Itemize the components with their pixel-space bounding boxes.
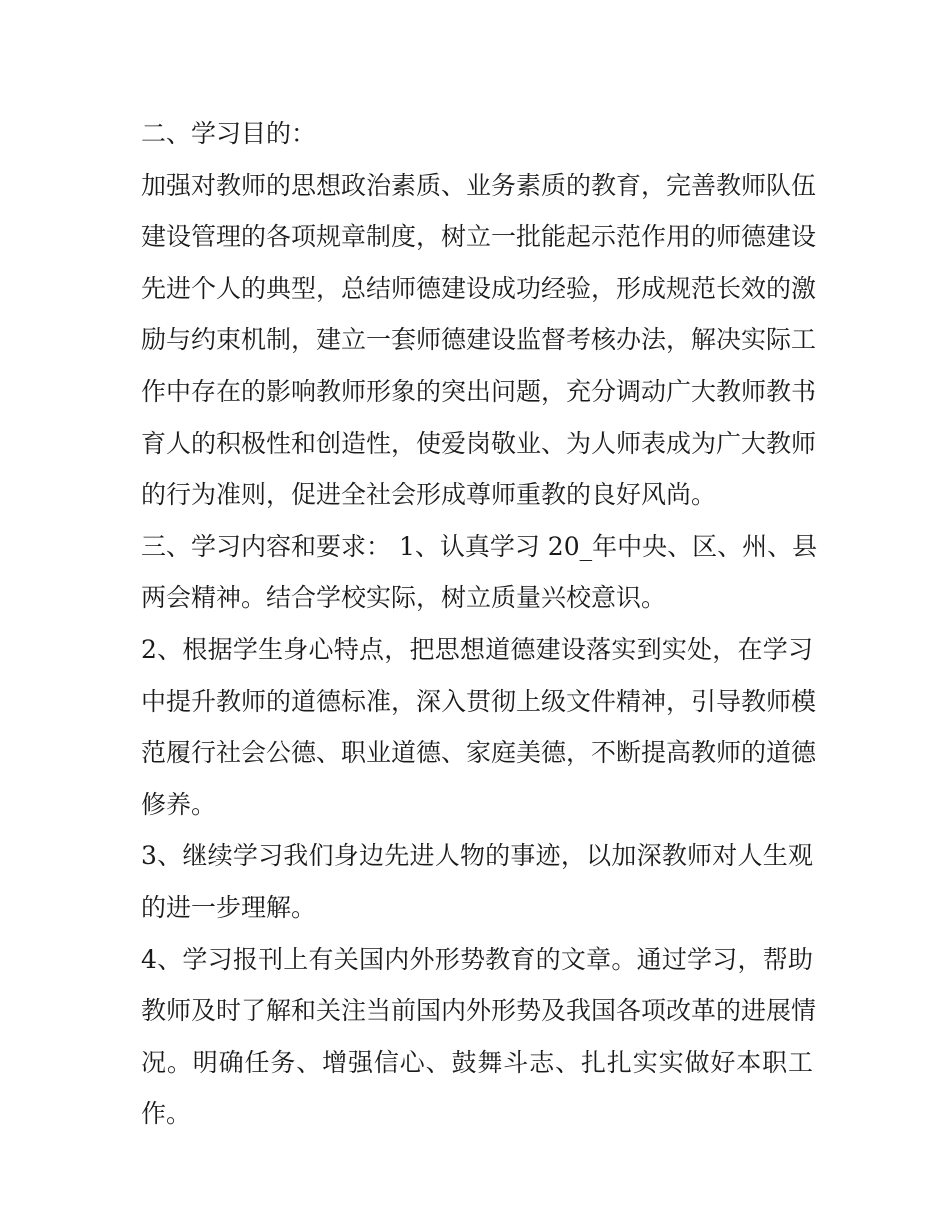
paragraph-line: 作中存在的影响教师形象的突出问题，充分调动广大教师教书 xyxy=(141,376,817,406)
heading-study-purpose: 二、学习目的： xyxy=(141,119,317,148)
heading-study-content: 三、学习内容和要求： 1、认真学习 20_年中央、区、州、县 xyxy=(141,531,818,561)
list-item-line: 中提升教师的道德标准，深入贯彻上级文件精神，引导教师模 xyxy=(141,686,817,716)
paragraph-line: 育人的积极性和创造性，使爱岗敬业、为人师表成为广大教师 xyxy=(141,428,817,458)
list-item-line: 2、根据学生身心特点，把思想道德建设落实到实处，在学习 xyxy=(141,634,813,664)
paragraph-line: 励与约束机制，建立一套师德建设监督考核办法，解决实际工 xyxy=(141,325,817,355)
list-item-line: 教师及时了解和关注当前国内外形势及我国各项改革的进展情 xyxy=(141,996,817,1026)
list-item-line: 的进一步理解。 xyxy=(141,892,317,922)
paragraph-line: 建设管理的各项规章制度，树立一批能起示范作用的师德建设 xyxy=(141,222,817,252)
list-item-line: 4、学习报刊上有关国内外形势教育的文章。通过学习，帮助 xyxy=(141,944,813,974)
paragraph-line: 先进个人的典型，总结师德建设成功经验，形成规范长效的激 xyxy=(141,273,817,303)
paragraph-line: 两会精神。结合学校实际，树立质量兴校意识。 xyxy=(141,583,667,613)
list-item-line: 况。明确任务、增强信心、鼓舞斗志、扎扎实实做好本职工 xyxy=(141,1047,813,1077)
list-item-line: 范履行社会公德、职业道德、家庭美德，不断提高教师的道德 xyxy=(141,738,817,768)
list-item-line: 修养。 xyxy=(141,789,217,819)
list-item-line: 3、继续学习我们身边先进人物的事迹，以加深教师对人生观 xyxy=(141,841,813,871)
paragraph-line: 加强对教师的思想政治素质、业务素质的教育，完善教师队伍 xyxy=(141,170,817,200)
list-item-line: 作。 xyxy=(141,1099,192,1129)
paragraph-line: 的行为准则，促进全社会形成尊师重教的良好风尚。 xyxy=(141,480,717,510)
document-body xyxy=(141,108,818,1140)
